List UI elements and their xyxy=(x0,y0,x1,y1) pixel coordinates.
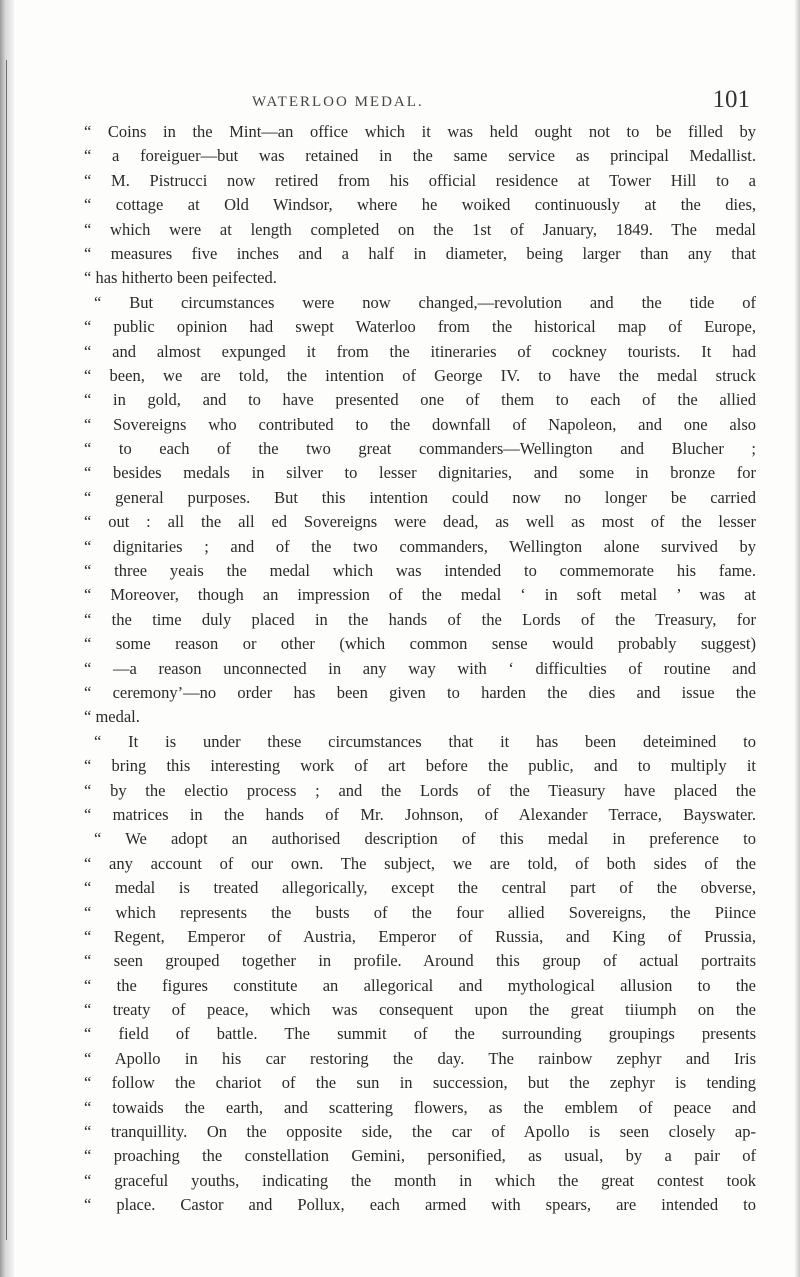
text-line: “ towaids the earth, and scattering flowers, as the emblem of peace and xyxy=(84,1097,756,1117)
text-line: “ —a reason unconnected in any way with ‘ difficulties of routine and xyxy=(84,658,756,678)
text-line: “ out : all the all ed Sovereigns were dead, as well as most of the lesser xyxy=(84,512,756,532)
text-line: “ which represents the busts of the four allied Sovereigns, the Piince xyxy=(84,902,756,922)
text-line: “ treaty of peace, which was consequent upon the great tiiumph on the xyxy=(84,1000,756,1020)
text-line: “ some reason or other (which common sense would probably suggest) xyxy=(84,634,756,654)
page-header xyxy=(82,86,750,116)
text-line: “ place. Castor and Pollux, each armed with spears, are intended to xyxy=(84,1195,756,1215)
text-line: “ proaching the constellation Gemini, personified, as usual, by a pair of xyxy=(84,1146,756,1166)
text-line: “ But circumstances were now changed,—revolution and the tide of xyxy=(94,292,756,312)
text-line: “ a foreiguer—but was retained in the same service as principal Medallist. xyxy=(84,146,756,166)
text-line: “ Regent, Emperor of Austria, Emperor of Russia, and King of Prussia, xyxy=(84,926,756,946)
text-line: “ been, we are told, the intention of George IV. to have the medal struck xyxy=(84,365,756,385)
text-line: “ Apollo in his car restoring the day. The rainbow zephyr and Iris xyxy=(84,1048,756,1068)
text-line: “ which were at length completed on the 1st of January, 1849. The medal xyxy=(84,219,756,239)
body-text xyxy=(84,120,756,1218)
text-line: “ Sovereigns who contributed to the downfall of Napoleon, and one also xyxy=(84,414,756,434)
text-line: “ seen grouped together in profile. Around this group of actual portraits xyxy=(84,951,756,971)
text-line: “ medal is treated allegorically, except the central part of the obverse, xyxy=(84,878,756,898)
text-line: “ has hitherto been peifected. xyxy=(84,268,277,288)
text-line: “ field of battle. The summit of the surrounding groupings presents xyxy=(84,1024,756,1044)
text-line: “ the figures constitute an allegorical and mythological allusion to the xyxy=(84,975,756,995)
spine-shadow xyxy=(0,0,14,1277)
text-line: “ matrices in the hands of Mr. Johnson, of Alexander Terrace, Bayswater. xyxy=(84,804,756,824)
text-line: “ Coins in the Mint—an office which it was held ought not to be filled by xyxy=(84,122,756,141)
text-line: “ Moreover, though an impression of the medal ‘ in soft metal ’ was at xyxy=(84,585,756,605)
text-line: “ follow the chariot of the sun in succession, but the zephyr is tending xyxy=(84,1073,756,1093)
text-line: “ tranquillity. On the opposite side, the car of Apollo is seen closely ap- xyxy=(84,1122,756,1142)
text-line: “ measures five inches and a half in diameter, being larger than any that xyxy=(84,243,756,263)
text-line: “ and almost expunged it from the itineraries of cockney tourists. It had xyxy=(84,341,756,361)
text-line: “ dignitaries ; and of the two commanders, Wellington alone survived by xyxy=(84,536,756,556)
text-line: “ graceful youths, indicating the month in which the great contest took xyxy=(84,1170,756,1190)
text-line: “ any account of our own. The subject, we are told, of both sides of the xyxy=(84,853,756,873)
text-line: “ cottage at Old Windsor, where he woiked continuously at the dies, xyxy=(84,195,756,215)
text-line: “ medal. xyxy=(84,707,140,727)
text-line: “ three yeais the medal which was intended to commemorate his fame. xyxy=(84,561,756,581)
running-head: WATERLOO MEDAL. xyxy=(252,94,424,110)
text-line: “ bring this interesting work of art before the public, and to multiply it xyxy=(84,756,756,776)
text-line: “ M. Pistrucci now retired from his official residence at Tower Hill to a xyxy=(84,170,756,190)
spine-line xyxy=(6,60,7,1240)
text-line: “ general purposes. But this intention could now no longer be carried xyxy=(84,487,756,507)
text-line: “ in gold, and to have presented one of them to each of the allied xyxy=(84,390,756,410)
page-number: 101 xyxy=(712,86,750,113)
text-line: “ ceremony’—no order has been given to harden the dies and issue the xyxy=(84,682,756,702)
text-line: “ It is under these circumstances that it has been deteimined to xyxy=(94,731,756,751)
text-line: “ the time duly placed in the hands of the Lords of the Treasury, for xyxy=(84,609,756,629)
text-line: “ We adopt an authorised description of this medal in preference to xyxy=(94,829,756,849)
text-line: “ by the electio process ; and the Lords of the Tieasury have placed the xyxy=(84,780,756,800)
page-edge xyxy=(794,0,800,1277)
text-line: “ besides medals in silver to lesser dignitaries, and some in bronze for xyxy=(84,463,756,483)
text-line: “ to each of the two great commanders—Wellington and Blucher ; xyxy=(84,439,756,459)
text-line: “ public opinion had swept Waterloo from the historical map of Europe, xyxy=(84,317,756,337)
